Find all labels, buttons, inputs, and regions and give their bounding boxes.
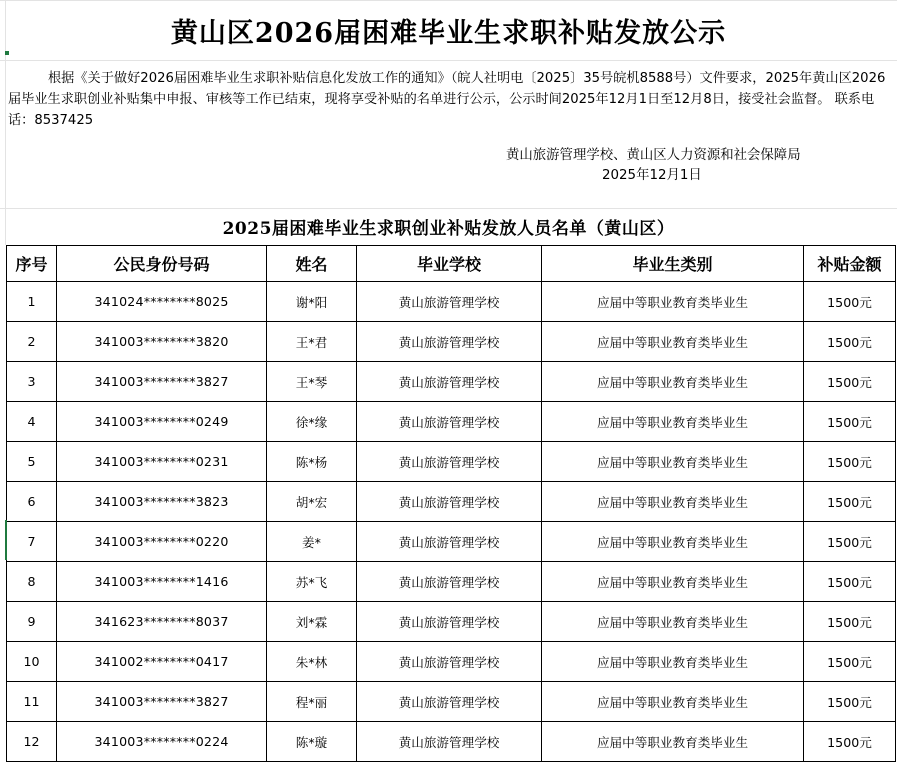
grid-line: [0, 60, 897, 61]
cell-serial: 10: [7, 642, 57, 682]
cell-id-number: 341002********0417: [57, 642, 267, 682]
table-row: [7, 562, 896, 602]
notice-paragraph: 根据《关于做好2026届困难毕业生求职补贴信息化发放工作的通知》（皖人社明电〔2025〕35号皖机8588号）文件要求，2025年黄山区2026届毕业生求职创业补贴集中申报、审核等工作已结束，现将享受补贴的名单进行公示，公示时间2025年12月1日至12月8日，接受社会监督。 联系电话：8537425: [8, 71, 886, 128]
cell-serial: 7: [7, 522, 57, 562]
cell-category: 应届中等职业教育类毕业生: [542, 402, 804, 442]
cell-school: 黄山旅游管理学校: [357, 562, 542, 602]
cell-category: 应届中等职业教育类毕业生: [542, 722, 804, 762]
cell-category: 应届中等职业教育类毕业生: [542, 562, 804, 602]
cell-name: 王*君: [267, 322, 357, 362]
cell-name: 陈*杨: [267, 442, 357, 482]
cell-serial: 9: [7, 602, 57, 642]
cell-name: 胡*宏: [267, 482, 357, 522]
cell-id-number: 341003********3827: [57, 362, 267, 402]
cell-serial: 6: [7, 482, 57, 522]
cell-name: 苏*飞: [267, 562, 357, 602]
cell-category: 应届中等职业教育类毕业生: [542, 322, 804, 362]
table-row: [7, 402, 896, 442]
cell-category: 应届中等职业教育类毕业生: [542, 442, 804, 482]
cell-serial: 5: [7, 442, 57, 482]
cell-school: 黄山旅游管理学校: [357, 522, 542, 562]
header-id-number: 公民身份号码: [57, 246, 267, 282]
cell-category: 应届中等职业教育类毕业生: [542, 362, 804, 402]
cell-school: 黄山旅游管理学校: [357, 722, 542, 762]
cell-category: 应届中等职业教育类毕业生: [542, 282, 804, 322]
cell-amount: 1500元: [804, 362, 896, 402]
table-row: [7, 682, 896, 722]
signature-date: 2025年12月1日: [602, 168, 702, 183]
table-header-row: [7, 246, 896, 282]
cell-name: 陈*璇: [267, 722, 357, 762]
cell-amount: 1500元: [804, 442, 896, 482]
cell-id-number: 341003********1416: [57, 562, 267, 602]
cell-serial: 4: [7, 402, 57, 442]
table-row: [7, 722, 896, 762]
cell-school: 黄山旅游管理学校: [357, 362, 542, 402]
cell-id-number: 341024********8025: [57, 282, 267, 322]
cell-serial: 1: [7, 282, 57, 322]
cell-amount: 1500元: [804, 402, 896, 442]
cell-id-number: 341003********0231: [57, 442, 267, 482]
table-body: [7, 282, 896, 762]
cell-id-number: 341623********8037: [57, 602, 267, 642]
table-row: [7, 522, 896, 562]
cell-category: 应届中等职业教育类毕业生: [542, 642, 804, 682]
cell-school: 黄山旅游管理学校: [357, 682, 542, 722]
cell-id-number: 341003********3827: [57, 682, 267, 722]
cell-school: 黄山旅游管理学校: [357, 482, 542, 522]
cell-serial: 12: [7, 722, 57, 762]
cell-id-number: 341003********3823: [57, 482, 267, 522]
cell-name: 王*琴: [267, 362, 357, 402]
cell-name: 谢*阳: [267, 282, 357, 322]
cell-serial: 8: [7, 562, 57, 602]
cell-amount: 1500元: [804, 562, 896, 602]
page-title: 黄山区2026届困难毕业生求职补贴发放公示: [170, 18, 727, 49]
cell-serial: 3: [7, 362, 57, 402]
list-title: 2025届困难毕业生求职创业补贴发放人员名单（黄山区）: [222, 219, 675, 239]
table-row: [7, 282, 896, 322]
cell-serial: 11: [7, 682, 57, 722]
cell-name: 朱*林: [267, 642, 357, 682]
cell-category: 应届中等职业教育类毕业生: [542, 602, 804, 642]
cell-amount: 1500元: [804, 322, 896, 362]
cell-amount: 1500元: [804, 642, 896, 682]
table-row: [7, 482, 896, 522]
cell-id-number: 341003********0220: [57, 522, 267, 562]
cell-amount: 1500元: [804, 602, 896, 642]
cell-id-number: 341003********3820: [57, 322, 267, 362]
cell-amount: 1500元: [804, 682, 896, 722]
header-amount: 补贴金额: [804, 246, 896, 282]
cell-name: 姜*: [267, 522, 357, 562]
header-school: 毕业学校: [357, 246, 542, 282]
table-row: [7, 602, 896, 642]
cell-amount: 1500元: [804, 482, 896, 522]
cell-name: 刘*霖: [267, 602, 357, 642]
header-serial: 序号: [7, 246, 57, 282]
recipient-table: [6, 245, 896, 762]
signature-block: [460, 146, 897, 186]
cell-name: 徐*缘: [267, 402, 357, 442]
cell-school: 黄山旅游管理学校: [357, 322, 542, 362]
table-row: [7, 442, 896, 482]
table-row: [7, 642, 896, 682]
grid-line: [0, 0, 897, 1]
cell-school: 黄山旅游管理学校: [357, 402, 542, 442]
cell-amount: 1500元: [804, 722, 896, 762]
grid-line: [0, 208, 897, 209]
cell-id-number: 341003********0224: [57, 722, 267, 762]
cell-serial: 2: [7, 322, 57, 362]
active-cell-indicator: [5, 520, 7, 560]
header-name: 姓名: [267, 246, 357, 282]
cell-school: 黄山旅游管理学校: [357, 602, 542, 642]
signature-org: 黄山旅游管理学校、黄山区人力资源和社会保障局: [506, 148, 801, 163]
cell-category: 应届中等职业教育类毕业生: [542, 682, 804, 722]
cell-name: 程*丽: [267, 682, 357, 722]
cell-id-number: 341003********0249: [57, 402, 267, 442]
cell-category: 应届中等职业教育类毕业生: [542, 522, 804, 562]
table-row: [7, 362, 896, 402]
cell-category: 应届中等职业教育类毕业生: [542, 482, 804, 522]
header-category: 毕业生类别: [542, 246, 804, 282]
cell-school: 黄山旅游管理学校: [357, 282, 542, 322]
table-row: [7, 322, 896, 362]
cell-school: 黄山旅游管理学校: [357, 442, 542, 482]
cell-school: 黄山旅游管理学校: [357, 642, 542, 682]
cell-amount: 1500元: [804, 282, 896, 322]
cell-amount: 1500元: [804, 522, 896, 562]
